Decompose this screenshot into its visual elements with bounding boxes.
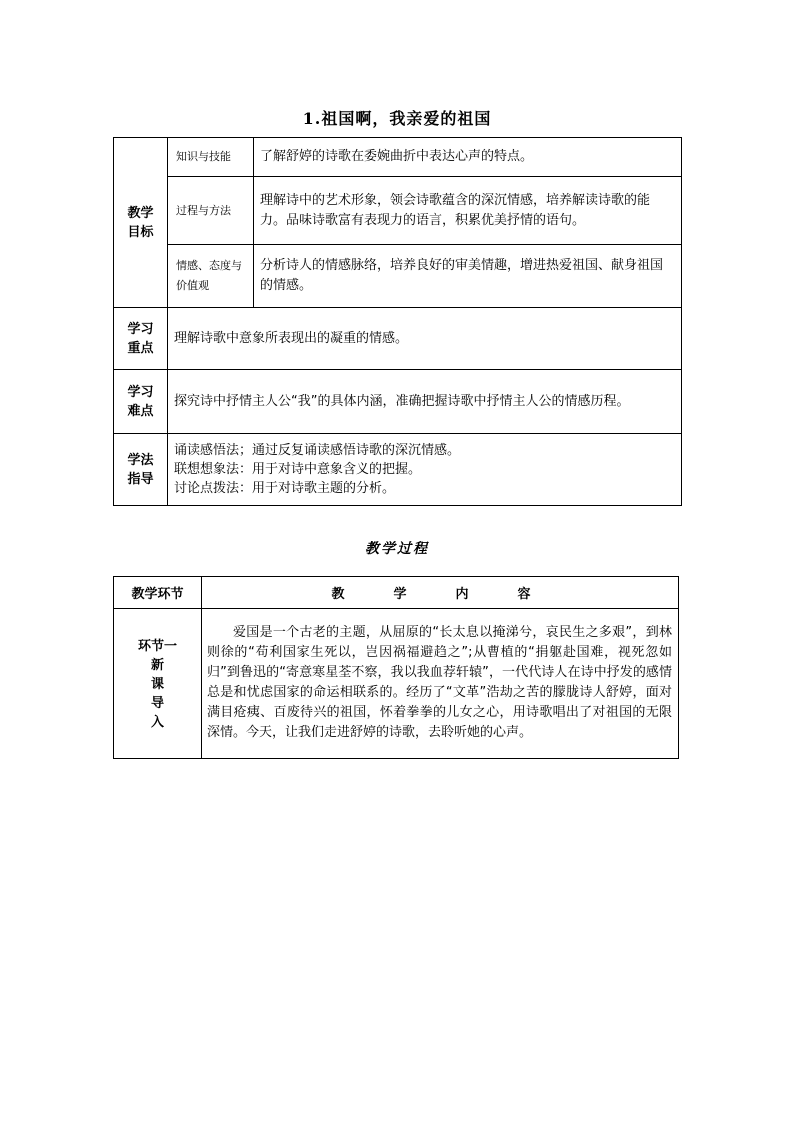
methods-cell (168, 434, 682, 506)
goals-header: 教学目标 (127, 205, 154, 240)
goal-text-process: 理解诗中的艺术形象，领会诗歌蕴含的深沉情感，培养解读诗歌的能力。品味诗歌富有表现力的语言，积累优美抒情的语句。 (254, 177, 682, 245)
stage-char: 课 (150, 677, 164, 692)
stage-name: 环节一 (137, 639, 177, 654)
focus-header: 学习重点 (127, 321, 154, 356)
focus-header-cell (114, 308, 168, 370)
difficulty-header: 学习难点 (127, 384, 154, 419)
process-title: 教学过程 (365, 541, 429, 557)
stage-cell (114, 609, 202, 759)
goal-label-emotion-text: 情感、态度与价值观 (176, 259, 242, 292)
process-col-content-label: 教 学 内 容 (331, 587, 549, 602)
goals-header-cell (114, 138, 168, 308)
stage-char: 新 (150, 658, 164, 673)
stage-char: 导 (150, 696, 164, 711)
process-col-content-header (202, 577, 679, 609)
goal-text-emotion: 分析诗人的情感脉络，培养良好的审美情趣，增进热爱祖国、献身祖国的情感。 (254, 245, 682, 308)
process-table (113, 576, 679, 759)
method-line: 联想想象法：用于对诗中意象含义的把握。 (174, 462, 422, 477)
difficulty-header-cell (114, 370, 168, 434)
methods-header-cell (114, 434, 168, 506)
stage-char: 入 (150, 715, 164, 730)
focus-text: 理解诗歌中意象所表现出的凝重的情感。 (168, 308, 682, 370)
lesson-plan-table (113, 137, 682, 506)
goal-label-knowledge: 知识与技能 (168, 138, 254, 177)
page-title: 1.祖国啊，我亲爱的祖国 (302, 109, 492, 128)
difficulty-text: 探究诗中抒情主人公“我”的具体内涵，准确把握诗歌中抒情主人公的情感历程。 (168, 370, 682, 434)
goal-text-knowledge: 了解舒婷的诗歌在委婉曲折中表达心声的特点。 (254, 138, 682, 177)
methods-header: 学法指导 (127, 452, 154, 487)
process-col-stage-header: 教学环节 (114, 577, 202, 609)
goal-label-process: 过程与方法 (168, 177, 254, 245)
method-line: 讨论点拨法：用于对诗歌主题的分析。 (174, 481, 396, 496)
goal-label-emotion (168, 245, 254, 308)
stage-content: 爱国是一个古老的主题，从屈原的“长太息以掩涕兮，哀民生之多艰”，到林则徐的“苟利国家生死以，岂因祸福避趋之”;从曹植的“捐躯赴国难，视死忽如归”到鲁迅的“寄意寒星荃不察，我以我血荐轩辕”，一代代诗人在诗中抒发的感情总是和忧虑国家的命运相联系的。经历了“文革”浩劫之苦的朦胧诗人舒婷，面对满目疮痍、百废待兴的祖国，怀着拳拳的儿女之心，用诗歌唱出了对祖国的无限深情。今天，让我们走进舒婷的诗歌，去聆听她的心声。 (202, 609, 679, 759)
method-line: 诵读感悟法；通过反复诵读感悟诗歌的深沉情感。 (174, 443, 461, 458)
